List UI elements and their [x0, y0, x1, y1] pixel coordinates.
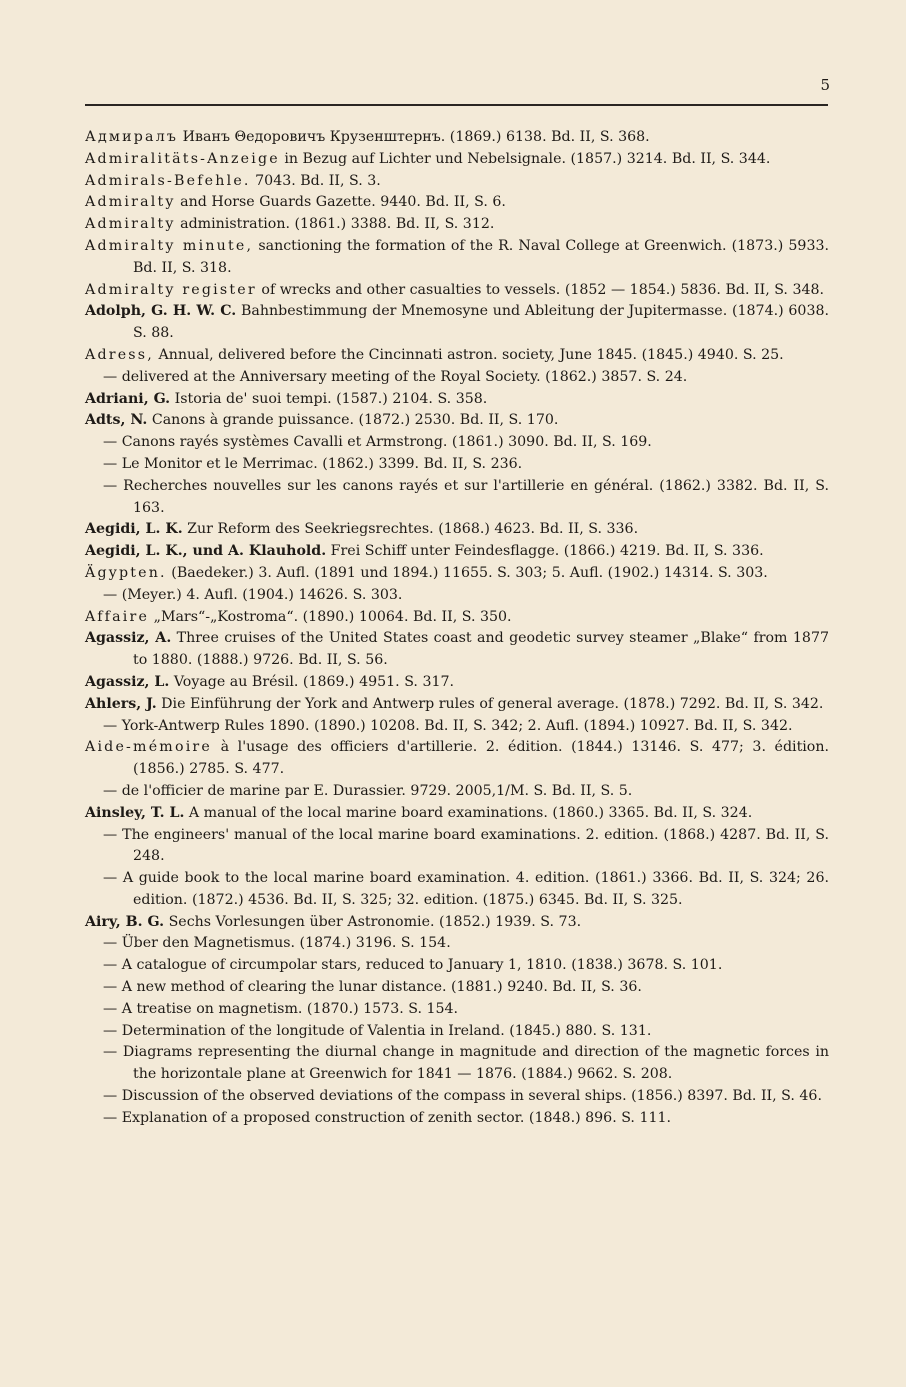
catalog-entry	[85, 519, 829, 541]
catalog-entry	[85, 367, 829, 389]
catalog-entry	[85, 1086, 829, 1108]
catalog-entry	[85, 716, 829, 738]
catalog-entry	[85, 410, 829, 432]
entry-keyword: Aegidi, L. K.	[85, 521, 183, 538]
entry-keyword: Admiralty	[85, 216, 176, 233]
entry-keyword: —	[103, 455, 118, 472]
entry-text: Istoria de' suoi tempi. (1587.) 2104. S. 358.	[170, 390, 488, 407]
catalog-entry	[85, 149, 829, 171]
entry-keyword: —	[103, 477, 118, 494]
entry-text: 7043. Bd. II, S. 3.	[250, 172, 381, 189]
entry-text: Canons rayés systèmes Cavalli et Armstrong. (1861.) 3090. Bd. II, S. 169.	[117, 434, 652, 451]
entry-keyword: —	[103, 1022, 118, 1039]
catalog-entry	[85, 301, 829, 345]
entry-text: sanctioning the formation of the R. Naval College at Greenwich. (1873.) 5933. Bd. II, S. 318.	[133, 237, 830, 276]
entry-keyword: Admiralty register	[85, 281, 257, 298]
catalog-entry	[85, 628, 829, 672]
catalog-entry	[85, 192, 829, 214]
catalog-entry	[85, 1108, 829, 1130]
catalog-entry	[85, 1042, 829, 1086]
entry-text: Three cruises of the United States coast and geodetic survey steamer „Blake“ from 1877 to 1880. (1888.) 9726. Bd. II, S. 56.	[133, 630, 829, 669]
catalog-entry	[85, 694, 829, 716]
entry-text: A guide book to the local marine board examination. 4. edition. (1861.) 3366. Bd. II, S. 324; 26. edition. (1872.) 4536. Bd. II, S. 325; 32. edition. (1875.) 6345. Bd. II, S. 325.	[117, 870, 829, 908]
catalog-entry	[85, 585, 829, 607]
entry-keyword: Aide-mémoire	[85, 739, 213, 756]
entry-keyword: Adolph, G. H. W. C.	[85, 303, 237, 320]
entry-keyword: Admiralty	[85, 194, 176, 211]
entry-text: Bahnbestimmung der Mnemosyne und Ableitung der Jupitermasse. (1874.) 6038. S. 88.	[133, 303, 830, 342]
catalog-entry	[85, 541, 829, 563]
entry-keyword: —	[103, 434, 118, 451]
catalog-entry	[85, 1021, 829, 1043]
catalog-entry	[85, 345, 829, 367]
entry-keyword: Adts, N.	[85, 412, 148, 429]
entry-text: Voyage au Brésil. (1869.) 4951. S. 317.	[169, 673, 455, 690]
entry-keyword: Admiralitäts-Anzeige	[85, 150, 280, 167]
entry-keyword: —	[103, 1109, 118, 1126]
catalog-entry	[85, 977, 829, 999]
catalog-entry	[85, 214, 829, 236]
entry-text: (Meyer.) 4. Aufl. (1904.) 14626. S. 303.	[117, 586, 403, 603]
catalog-entry	[85, 389, 829, 411]
catalog-entry	[85, 171, 829, 193]
entry-keyword: —	[103, 826, 118, 843]
entry-text: Determination of the longitude of Valentia in Ireland. (1845.) 880. S. 131.	[117, 1022, 652, 1039]
entry-text: Иванъ Θедоровичъ Крузенштернъ. (1869.) 6138. Bd. II, S. 368.	[178, 129, 650, 145]
catalog-entry	[85, 563, 829, 585]
entry-keyword: Адмиралъ	[85, 129, 179, 145]
entry-text: The engineers' manual of the local marine board examinations. 2. edition. (1868.) 4287. Bd. II, S. 248.	[117, 826, 829, 865]
entry-text: A catalogue of circumpolar stars, reduced to January 1, 1810. (1838.) 3678. S. 101.	[117, 957, 723, 974]
entry-keyword: —	[103, 368, 118, 385]
catalog-entry	[85, 127, 829, 149]
catalog-entry	[85, 280, 829, 302]
entry-keyword: Admiralty minute,	[85, 237, 254, 254]
entry-keyword: Affaire	[85, 608, 150, 625]
entry-text: administration. (1861.) 3388. Bd. II, S. 312.	[175, 216, 495, 233]
entry-keyword: Adriani, G.	[85, 390, 171, 407]
entry-keyword: Airy, B. G.	[85, 913, 165, 930]
entry-text: Zur Reform des Seekriegsrechtes. (1868.) 4623. Bd. II, S. 336.	[182, 521, 639, 538]
catalog-entry	[85, 476, 829, 520]
entry-keyword: Agassiz, A.	[85, 630, 172, 647]
entry-text: Sechs Vorlesungen über Astronomie. (1852.) 1939. S. 73.	[164, 913, 582, 930]
entry-text: Le Monitor et le Merrimac. (1862.) 3399. Bd. II, S. 236.	[117, 455, 523, 472]
entry-text: and Horse Guards Gazette. 9440. Bd. II, S. 6.	[175, 194, 506, 211]
catalog-entry	[85, 454, 829, 476]
catalog-entry	[85, 912, 829, 934]
entry-keyword: Admirals-Befehle.	[85, 172, 251, 189]
entry-text: Explanation of a proposed construction of zenith sector. (1848.) 896. S. 111.	[117, 1109, 672, 1126]
entry-text: Frei Schiff unter Feindesflagge. (1866.) 4219. Bd. II, S. 336.	[326, 543, 764, 560]
entry-text: „Mars“-„Kostroma“. (1890.) 10064. Bd. II, S. 350.	[149, 608, 512, 625]
catalog-entry	[85, 607, 829, 629]
entry-text: Annual, delivered before the Cincinnati astron. society, June 1845. (1845.) 4940. S. 25.	[153, 346, 784, 363]
catalog-entries	[85, 127, 829, 1130]
entry-keyword: —	[103, 935, 118, 952]
entry-keyword: Agassiz, L.	[85, 673, 170, 690]
catalog-entry	[85, 432, 829, 454]
catalog-entry	[85, 825, 829, 869]
entry-keyword: Adress,	[85, 346, 154, 363]
entry-text: A treatise on magnetism. (1870.) 1573. S. 154.	[117, 1000, 459, 1017]
header-rule	[85, 104, 828, 106]
entry-keyword: Ägypten.	[85, 564, 167, 581]
entry-text: A new method of clearing the lunar distance. (1881.) 9240. Bd. II, S. 36.	[117, 979, 642, 996]
catalog-entry	[85, 803, 829, 825]
catalog-entry	[85, 781, 829, 803]
catalog-entry	[85, 955, 829, 977]
entry-text: Discussion of the observed deviations of the compass in several ships. (1856.) 8397. Bd. II, S. 46.	[117, 1088, 822, 1105]
entry-keyword: —	[103, 586, 118, 603]
entry-text: (Baedeker.) 3. Aufl. (1891 und 1894.) 11655. S. 303; 5. Aufl. (1902.) 14314. S. 303.	[166, 564, 768, 581]
entry-keyword: —	[103, 957, 118, 974]
entry-text: à l'usage des officiers d'artillerie. 2. édition. (1844.) 13146. S. 477; 3. édition. (1856.) 2785. S. 477.	[133, 739, 829, 778]
entry-text: A manual of the local marine board examinations. (1860.) 3365. Bd. II, S. 324.	[184, 804, 753, 821]
entry-keyword: —	[103, 782, 118, 799]
catalog-entry	[85, 933, 829, 955]
entry-keyword: —	[103, 1044, 118, 1061]
catalog-entry	[85, 868, 829, 912]
entry-keyword: Aegidi, L. K., und A. Klauhold.	[85, 543, 327, 560]
entry-keyword: Ahlers, J.	[85, 695, 157, 712]
catalog-entry	[85, 737, 829, 781]
entry-text: of wrecks and other casualties to vessels. (1852 — 1854.) 5836. Bd. II, S. 348.	[256, 281, 825, 298]
catalog-entry	[85, 999, 829, 1021]
entry-text: Recherches nouvelles sur les canons rayés et sur l'artillerie en général. (1862.) 3382. Bd. II, S. 163.	[117, 477, 829, 516]
entry-keyword: —	[103, 717, 118, 734]
entry-text: delivered at the Anniversary meeting of the Royal Society. (1862.) 3857. S. 24.	[117, 368, 688, 385]
entry-text: Canons à grande puissance. (1872.) 2530. Bd. II, S. 170.	[147, 412, 559, 429]
entry-text: Diagrams representing the diurnal change in magnitude and direction of the magnetic forces in the horizontale plane at Greenwich for 1841 — 1876. (1884.) 9662. S. 208.	[117, 1044, 829, 1083]
entry-keyword: —	[103, 1000, 118, 1017]
catalog-entry	[85, 236, 829, 280]
page-number: 5	[820, 76, 830, 94]
entry-keyword: —	[103, 870, 118, 887]
entry-keyword: Ainsley, T. L.	[85, 804, 185, 821]
entry-keyword: —	[103, 979, 118, 996]
entry-text: Über den Magnetismus. (1874.) 3196. S. 154.	[117, 935, 451, 952]
entry-text: Die Einführung der York and Antwerp rules of general average. (1878.) 7292. Bd. II, S. 342.	[156, 695, 824, 712]
catalog-entry	[85, 672, 829, 694]
entry-text: in Bezug auf Lichter und Nebelsignale. (1857.) 3214. Bd. II, S. 344.	[279, 150, 771, 167]
entry-keyword: —	[103, 1088, 118, 1105]
entry-text: de l'officier de marine par E. Durassier. 9729. 2005,1/M. S. Bd. II, S. 5.	[117, 782, 633, 799]
entry-text: York-Antwerp Rules 1890. (1890.) 10208. Bd. II, S. 342; 2. Aufl. (1894.) 10927. Bd. II, S. 342.	[117, 717, 793, 734]
